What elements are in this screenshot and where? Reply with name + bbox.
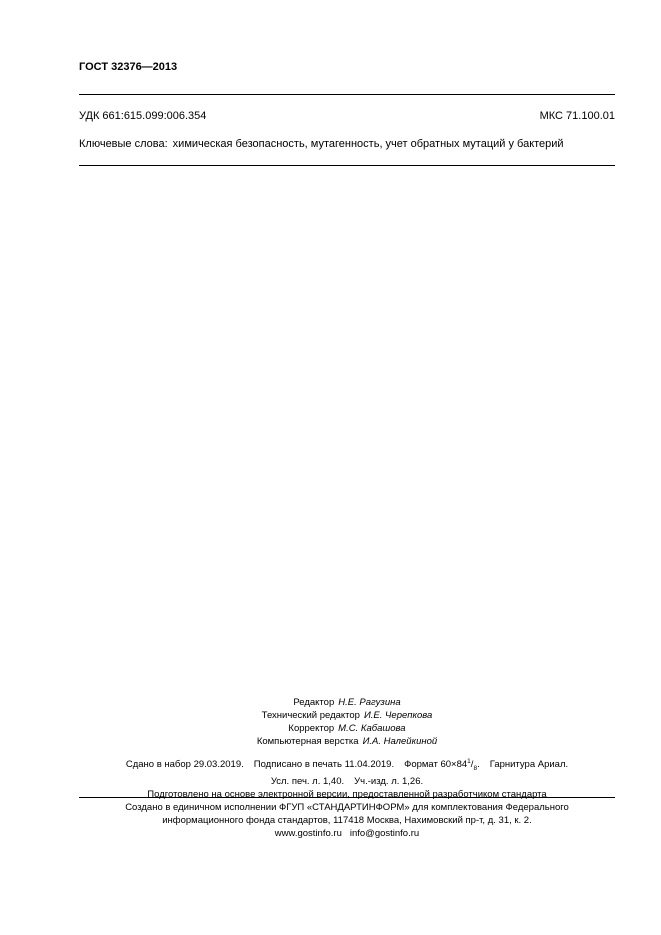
footer-line-1: Создано в единичном исполнении ФГУП «СТАНДАРТИНФОРМ» для комплектования Федерального: [125, 802, 569, 813]
standard-code: ГОСТ 32376—2013: [79, 61, 178, 73]
udk-code: УДК 661:615.099:006.354: [79, 110, 207, 122]
publication-block: [79, 755, 615, 801]
credit-name: М.С. Кабашова: [338, 723, 406, 734]
keywords-line: [79, 138, 564, 150]
publication-line-1: [79, 755, 615, 775]
credit-role: Компьютерная верстка: [256, 736, 359, 747]
footer-contacts: [79, 827, 615, 840]
credit-name: И.А. Налейкиной: [362, 736, 438, 747]
footer-line-2: информационного фонда стандартов, 117418 Москва, Нахимовский пр-т, д. 31, к. 2.: [162, 815, 532, 826]
mks-code: МКС 71.100.01: [539, 110, 615, 122]
keywords-text: химическая безопасность, мутагенность, учет обратных мутаций у бактерий: [172, 138, 564, 150]
submitted-date: Сдано в набор 29.03.2019.: [125, 759, 244, 771]
footer-divider: [79, 797, 615, 798]
footer-block: [79, 801, 615, 840]
credit-role: Редактор: [293, 697, 335, 708]
website-link[interactable]: www.gostinfo.ru: [274, 828, 342, 839]
signed-date: Подписано в печать 11.04.2019.: [253, 759, 395, 771]
print-sheets: Усл. печ. л. 1,40.: [270, 776, 345, 788]
prepared-note: Подготовлено на основе электронной версии, предоставленной разработчиком стандарта: [147, 789, 547, 801]
paper-format: Формат $60\times 84^1/_8$.: [404, 758, 480, 773]
keywords-divider: [79, 165, 615, 166]
credit-name: И.Е. Черепкова: [363, 710, 433, 721]
credit-layout: [79, 735, 615, 748]
publisher-sheets: Уч.-изд. л. 1,26.: [354, 776, 424, 788]
credit-proofreader: [79, 722, 615, 735]
typeface: Гарнитура Ариал.: [489, 759, 569, 771]
keywords-label: Ключевые слова:: [79, 138, 168, 150]
publication-line-2: [79, 775, 615, 788]
email-link[interactable]: info@gostinfo.ru: [349, 828, 420, 839]
top-divider: [79, 94, 615, 95]
credit-editor: [79, 696, 615, 709]
credit-tech-editor: [79, 709, 615, 722]
credit-role: Технический редактор: [261, 710, 360, 721]
credit-name: Н.Е. Рагузина: [338, 697, 401, 708]
credits-block: [79, 696, 615, 748]
credit-role: Корректор: [288, 723, 335, 734]
